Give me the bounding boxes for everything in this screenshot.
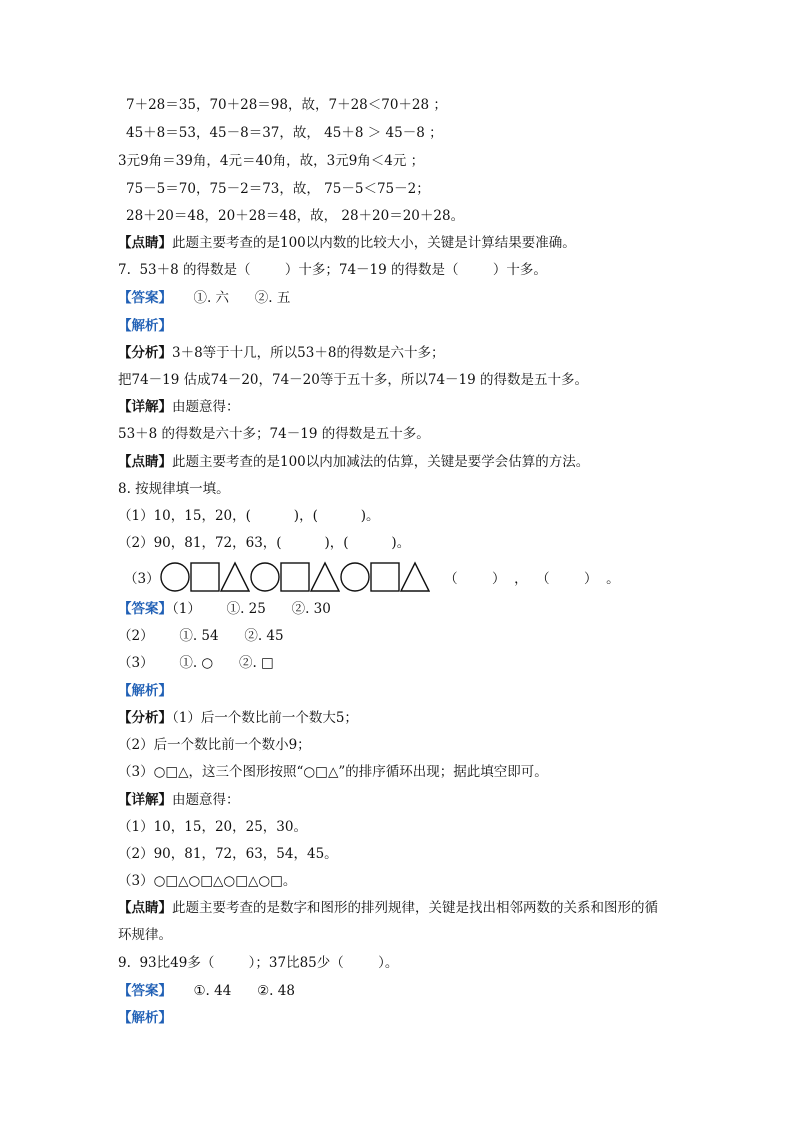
part-3-blanks: （ ） ， （ ） 。 <box>435 571 620 587</box>
triangle-shape <box>310 561 340 593</box>
answer-text: ①. 六 ②. 五 <box>172 290 291 306</box>
key-point-tag: 【点睛】 <box>118 235 172 251</box>
analysis-text: （1）后一个数比前一个数大5； <box>172 710 358 726</box>
answer-8-line-2: （2） ①. 54 ②. 45 <box>118 628 284 644</box>
detail-tag: 【详解】 <box>118 399 172 415</box>
analysis-7 <box>118 343 444 363</box>
key-point-7 <box>118 452 589 472</box>
key-point-8-line-2: 环规律。 <box>118 927 172 943</box>
detail-8-line-3: （3）○□△○□△○□△○□。 <box>118 873 297 889</box>
triangle-shape <box>220 561 250 593</box>
key-point-text: 此题主要考查的是100以内数的比较大小，关键是计算结果要准确。 <box>172 235 576 251</box>
answer-tag: 【答案】 <box>118 601 172 617</box>
circle-shape <box>160 561 190 593</box>
question-8: 8. 按规律填一填。 <box>118 481 230 497</box>
question-8-part-2: （2）90，81，72，63，( )，( )。 <box>118 535 411 551</box>
answer-8-line-3: （3） ①. ○ ②. □ <box>118 655 274 671</box>
detail-8 <box>118 790 240 810</box>
calc-line-3: 3元9角＝39角，4元＝40角，故，3元9角＜4元 ； <box>118 153 425 169</box>
analysis-tag: 【分析】 <box>118 345 172 361</box>
calc-line-2: 45＋8＝53，45－8＝37，故， 45＋8 ＞ 45－8 ； <box>126 125 443 141</box>
answer-9 <box>118 981 295 1001</box>
circle-shape <box>250 561 280 593</box>
analysis-8-line-2: （2）后一个数比前一个数小9； <box>118 737 311 753</box>
square-shape <box>190 561 220 593</box>
question-7: 7. 53＋8 的得数是（ ）十多；74－19 的得数是（ ）十多。 <box>118 262 547 278</box>
analysis-7-line-2: 把74－19 估成74－20，74－20等于五十多，所以74－19 的得数是五十多。 <box>118 372 589 388</box>
analysis-8-line-3: （3）○□△，这三个图形按照“○□△”的排序循环出现；据此填空即可。 <box>118 764 548 780</box>
detail-text: 由题意得： <box>172 792 240 808</box>
part-3-prefix: （3） <box>124 571 160 587</box>
square-shape <box>370 561 400 593</box>
circle-shape <box>340 561 370 593</box>
calc-line-5: 28＋20＝48，20＋28＝48，故， 28＋20＝20＋28。 <box>126 208 465 224</box>
calc-line-1: 7＋28＝35，70＋28＝98，故，7＋28＜70＋28 ； <box>126 97 447 113</box>
answer-7 <box>118 288 290 308</box>
key-point-tag: 【点睛】 <box>118 900 172 916</box>
analysis-heading-9: 【解析】 <box>118 1010 172 1026</box>
square-shape <box>280 561 310 593</box>
answer-text: ①. 44 ②. 48 <box>172 983 295 999</box>
analysis-tag: 【分析】 <box>118 710 172 726</box>
question-8-part-3 <box>124 560 620 594</box>
answer-text: （1） ①. 25 ②. 30 <box>172 601 331 617</box>
analysis-heading-8: 【解析】 <box>118 683 172 699</box>
answer-tag: 【答案】 <box>118 983 172 999</box>
key-point-8 <box>118 898 658 918</box>
analysis-text: 3＋8等于十几，所以53＋8的得数是六十多； <box>172 345 445 361</box>
triangle-shape <box>400 561 430 593</box>
key-point-text: 此题主要考查的是数字和图形的排列规律，关键是找出相邻两数的关系和图形的循 <box>172 900 658 916</box>
key-point-tag: 【点睛】 <box>118 454 172 470</box>
answer-8-line-1 <box>118 599 331 619</box>
answer-tag: 【答案】 <box>118 290 172 306</box>
calc-line-4: 75－5＝70，75－2＝73，故， 75－5＜75－2； <box>126 181 430 197</box>
key-point-6 <box>118 233 576 253</box>
detail-text: 由题意得： <box>172 399 240 415</box>
analysis-heading-7: 【解析】 <box>118 318 172 334</box>
detail-8-line-1: （1）10，15，20，25，30。 <box>118 819 307 835</box>
detail-8-line-2: （2）90，81，72，63，54，45。 <box>118 846 338 862</box>
analysis-8 <box>118 708 358 728</box>
question-8-part-1: （1）10，15，20，( )，( )。 <box>118 508 380 524</box>
key-point-text: 此题主要考查的是100以内加减法的估算，关键是要学会估算的方法。 <box>172 454 590 470</box>
detail-7-line-2: 53＋8 的得数是六十多；74－19 的得数是五十多。 <box>118 426 430 442</box>
question-9: 9. 93比49多（ ）；37比85少（ ）。 <box>118 955 399 971</box>
shape-sequence <box>160 561 430 593</box>
detail-7 <box>118 397 240 417</box>
detail-tag: 【详解】 <box>118 792 172 808</box>
